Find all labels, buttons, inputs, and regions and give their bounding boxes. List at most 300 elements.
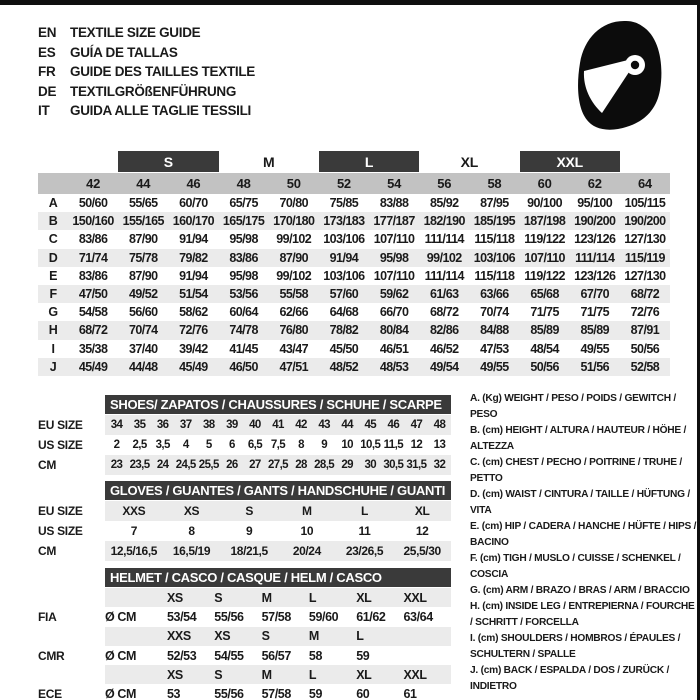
helmet-size-value: 59/60 <box>308 609 339 624</box>
size-value: 123/126 <box>574 268 616 283</box>
language-title-list <box>38 23 255 121</box>
label-spacer <box>38 568 105 587</box>
shoe-size-value: 30,5 <box>383 459 404 471</box>
size-value: 76/80 <box>279 323 308 338</box>
helmet-size-label: XXL <box>403 667 427 682</box>
racing-helmet-icon <box>572 19 666 133</box>
measurement-legend-item: I. (cm) SHOULDERS / HOMBROS / ÉPAULES / SCHULTERN / SPALLE <box>470 633 681 660</box>
size-value: 72/76 <box>179 323 208 338</box>
size-value: 75/78 <box>128 250 158 265</box>
size-group-l: L <box>319 151 419 172</box>
size-value: 83/88 <box>379 196 409 211</box>
size-value: 84/88 <box>480 323 509 338</box>
size-value: 107/110 <box>373 232 415 247</box>
size-value: 99/102 <box>276 232 312 247</box>
size-value: 68/72 <box>429 305 459 320</box>
size-value: 185/195 <box>473 214 516 229</box>
size-value: 99/102 <box>276 268 312 283</box>
language-code: FR <box>38 64 56 80</box>
measurement-legend-item: G. (cm) ARM / BRAZO / BRAS / ARM / BRACCIO <box>470 585 690 596</box>
shoe-size-value: 48 <box>433 419 446 431</box>
helmet-size-value: 61/62 <box>356 609 386 624</box>
label-spacer <box>38 665 105 684</box>
row-letter: E <box>49 268 57 283</box>
glove-size-value: 16,5/19 <box>172 544 211 558</box>
glove-size-value: 9 <box>246 524 253 538</box>
size-value: 47/51 <box>279 359 308 374</box>
glove-size-value: S <box>245 504 253 518</box>
size-number: 44 <box>136 176 151 191</box>
size-value: 115/118 <box>474 232 515 247</box>
textile-row <box>38 340 670 358</box>
helmet-size-value: 59 <box>356 648 370 663</box>
size-value: 43/47 <box>279 341 308 356</box>
size-group-xxl: XXL <box>520 151 620 172</box>
size-value: 87/95 <box>480 196 509 211</box>
size-value: 63/66 <box>480 287 509 302</box>
helmet-value-row <box>38 684 451 700</box>
shoes-section-header: SHOES/ ZAPATOS / CHAUSSURES / SCHUHE / SCARPE <box>105 395 451 414</box>
size-value: 72/76 <box>630 305 660 320</box>
size-value: 46/50 <box>229 359 258 374</box>
size-value: 103/106 <box>473 250 516 265</box>
size-value: 70/74 <box>128 323 158 338</box>
size-value: 71/75 <box>580 305 609 320</box>
shoes-section <box>38 395 451 475</box>
shoe-size-value: 23 <box>110 459 123 471</box>
guide-title: TEXTILE SIZE GUIDE <box>70 25 201 41</box>
shoe-size-value: 32 <box>433 459 446 471</box>
helmet-standard-block <box>38 665 451 700</box>
size-value: 49/55 <box>480 359 509 374</box>
language-row <box>38 43 255 63</box>
size-value: 74/78 <box>229 323 258 338</box>
shoe-size-value: 7,5 <box>270 439 286 451</box>
measurement-legend-item: F. (cm) TIGH / MUSLO / CUISSE / SCHENKEL / COSCIA <box>470 553 681 580</box>
measurement-legend-item: J. (cm) BACK / ESPALDA / DOS / ZURÜCK / INDIETRO <box>470 665 670 692</box>
size-group-xl: XL <box>460 153 478 170</box>
shoe-size-value: 10,5 <box>360 439 381 451</box>
shoe-size-value: 13 <box>433 439 446 451</box>
size-value: 85/89 <box>530 323 559 338</box>
textile-row <box>38 194 670 212</box>
shoe-size-value: 4 <box>182 439 189 451</box>
size-number: 48 <box>236 176 251 191</box>
size-value: 115/119 <box>624 250 665 265</box>
size-value: 41/45 <box>229 341 258 356</box>
helmet-size-label: L <box>356 629 364 644</box>
helmet-size-label: M <box>261 667 272 682</box>
shoe-size-value: 28,5 <box>314 459 335 471</box>
shoe-size-value: 23,5 <box>129 459 150 471</box>
shoe-size-value: 34 <box>110 419 123 431</box>
empty-cell <box>105 588 167 607</box>
helmet-size-value: 60 <box>356 687 370 700</box>
shoes-row <box>38 415 451 435</box>
helmet-size-label: XXS <box>167 629 191 644</box>
size-value: 49/52 <box>128 287 158 302</box>
helmet-value-row <box>38 607 451 626</box>
size-value: 165/175 <box>222 214 265 229</box>
shoe-size-value: 3,5 <box>155 439 170 451</box>
helmet-size-label <box>403 627 450 646</box>
size-value: 49/55 <box>580 341 609 356</box>
size-value: 119/122 <box>524 232 565 247</box>
gloves-row <box>38 521 451 541</box>
textile-row <box>38 358 670 376</box>
helmet-size-value: 53/54 <box>167 609 197 624</box>
shoes-rows <box>38 415 451 475</box>
size-value: 70/74 <box>480 305 509 320</box>
size-number: 50 <box>286 176 301 191</box>
shoe-size-value: 2 <box>113 439 120 451</box>
helmet-size-value: 54/55 <box>214 648 244 663</box>
size-value: 60/70 <box>179 196 208 211</box>
size-value: 59/62 <box>379 287 409 302</box>
size-value: 111/114 <box>575 250 615 265</box>
size-value: 58/62 <box>179 305 208 320</box>
language-code: EN <box>38 25 57 41</box>
size-number: 46 <box>186 176 201 191</box>
textile-row <box>38 249 670 267</box>
size-value: 70/80 <box>279 196 308 211</box>
helmet-size-label: L <box>308 590 317 605</box>
size-value: 103/106 <box>323 232 365 247</box>
row-label: EU SIZE <box>38 418 83 432</box>
size-value: 51/56 <box>580 359 609 374</box>
shoe-size-value: 38 <box>203 419 215 431</box>
size-value: 95/98 <box>229 268 258 283</box>
size-value: 111/114 <box>424 232 464 247</box>
size-value: 150/160 <box>72 214 114 229</box>
measurement-legend-item: C. (cm) CHEST / PECHO / POITRINE / TRUHE / PETTO <box>470 457 682 484</box>
size-value: 37/40 <box>128 341 158 356</box>
measurement-legend-item: B. (cm) HEIGHT / ALTURA / HAUTEUR / HÖHE / ALTEZZA <box>470 425 687 452</box>
measurement-legend-item: H. (cm) INSIDE LEG / ENTREPIERNA / FOURCHE / SCHRITT / FORCELLA <box>470 601 695 628</box>
helmet-standards <box>38 588 451 700</box>
helmet-size-value: 59 <box>308 687 322 700</box>
helmet-size-label: XXL <box>403 590 427 605</box>
size-value: 48/54 <box>530 341 559 356</box>
shoe-size-value: 5 <box>205 439 212 451</box>
textile-row <box>38 285 670 303</box>
shoe-size-value: 36 <box>156 419 169 431</box>
label-spacer <box>38 627 105 646</box>
shoe-size-value: 40 <box>249 419 261 431</box>
row-letter: G <box>48 305 58 320</box>
helmet-size-value: 61 <box>403 687 417 700</box>
size-value: 78/82 <box>329 323 359 338</box>
size-value: 57/60 <box>329 287 359 302</box>
gloves-row <box>38 541 451 561</box>
empty-cell <box>105 627 167 646</box>
size-value: 55/65 <box>128 196 158 211</box>
gloves-row <box>38 501 451 521</box>
shoe-size-value: 42 <box>295 419 307 431</box>
size-value: 47/50 <box>78 287 108 302</box>
size-value: 187/198 <box>523 214 566 229</box>
size-value: 79/82 <box>179 250 208 265</box>
language-row <box>38 101 255 121</box>
guide-title: GUIDE DES TAILLES TEXTILE <box>70 64 256 80</box>
textile-size-table <box>38 151 670 376</box>
shoe-size-value: 35 <box>133 419 146 431</box>
helmet-standard-block <box>38 627 451 666</box>
helmet-size-value: 57/58 <box>261 687 291 700</box>
helmet-size-value: 55/56 <box>214 687 244 700</box>
size-number: 60 <box>537 176 552 191</box>
row-letter: A <box>48 196 58 211</box>
helmet-size-value <box>403 646 450 665</box>
row-letter: H <box>48 323 58 338</box>
size-value: 127/130 <box>624 232 666 247</box>
label-spacer <box>38 395 105 414</box>
size-value: 119/122 <box>524 268 565 283</box>
size-value: 44/48 <box>128 359 158 374</box>
standard-label: CMR <box>38 648 65 663</box>
size-value: 56/60 <box>128 305 158 320</box>
shoe-size-value: 27,5 <box>268 459 288 471</box>
empty-cell <box>105 665 167 684</box>
size-value: 49/54 <box>429 359 459 374</box>
shoe-size-value: 44 <box>341 419 353 431</box>
size-value: 107/110 <box>524 250 565 265</box>
shoe-size-value: 47 <box>410 419 423 431</box>
glove-size-value: M <box>302 504 312 518</box>
size-value: 99/102 <box>426 250 462 265</box>
shoe-size-value: 41 <box>272 419 284 431</box>
diameter-unit-label: Ø CM <box>105 687 137 700</box>
size-value: 190/200 <box>624 214 666 229</box>
size-value: 87/91 <box>630 323 660 338</box>
shoes-row <box>38 455 451 475</box>
size-value: 68/72 <box>78 323 108 338</box>
shoe-size-value: 46 <box>387 419 400 431</box>
language-code: DE <box>38 83 57 99</box>
size-value: 115/118 <box>474 268 515 283</box>
size-value: 46/51 <box>379 341 409 356</box>
size-value: 91/94 <box>329 250 359 265</box>
size-value: 45/49 <box>78 359 108 374</box>
textile-rows <box>38 194 670 376</box>
row-label: EU SIZE <box>38 504 83 518</box>
row-letter: C <box>48 232 58 247</box>
glove-size-value: 11 <box>358 524 371 538</box>
gloves-section-header: GLOVES / GUANTES / GANTS / HANDSCHUHE / GUANTI <box>105 481 451 500</box>
size-number: 56 <box>437 176 452 191</box>
size-value: 39/42 <box>179 341 208 356</box>
size-value: 75/85 <box>329 196 359 211</box>
textile-row <box>38 321 670 339</box>
size-group-s: S <box>118 151 218 172</box>
gloves-section <box>38 481 451 561</box>
helmet-size-label: XL <box>356 667 372 682</box>
size-group-m: M <box>262 153 275 170</box>
size-value: 66/70 <box>379 305 409 320</box>
size-value: 95/98 <box>229 232 258 247</box>
size-value: 177/187 <box>373 214 415 229</box>
helmet-value-row <box>38 646 451 665</box>
helmet-size-label: XL <box>356 590 372 605</box>
size-value: 52/58 <box>630 359 660 374</box>
guide-title: GUIDA ALLE TAGLIE TESSILI <box>70 103 251 119</box>
size-number: 54 <box>387 176 402 191</box>
helmet-section-header: HELMET / CASCO / CASQUE / HELM / CASCO <box>105 568 451 587</box>
size-value: 71/75 <box>530 305 559 320</box>
row-letter: I <box>51 341 55 356</box>
shoes-row <box>38 435 451 455</box>
textile-row <box>38 303 670 321</box>
size-value: 190/200 <box>574 214 616 229</box>
shoe-size-value: 12 <box>410 439 423 451</box>
shoe-size-value: 39 <box>226 419 238 431</box>
size-value: 83/86 <box>78 268 108 283</box>
size-value: 46/52 <box>429 341 459 356</box>
shoe-size-value: 31,5 <box>406 459 427 471</box>
size-value: 105/115 <box>624 196 666 211</box>
glove-size-value: XXS <box>122 504 146 518</box>
language-row <box>38 82 255 102</box>
size-number: 42 <box>86 176 101 191</box>
size-value: 51/54 <box>179 287 208 302</box>
measurement-legend-item: A. (Kg) WEIGHT / PESO / POIDS / GEWITCH / PESO <box>470 393 676 420</box>
helmet-size-label: XS <box>167 667 183 682</box>
size-value: 182/190 <box>423 214 465 229</box>
row-label: US SIZE <box>38 438 83 452</box>
glove-size-value: 12 <box>415 524 429 538</box>
size-value: 155/165 <box>122 214 164 229</box>
shoe-size-value: 28 <box>295 459 307 471</box>
helmet-standard-block <box>38 588 451 627</box>
helmet-size-value: 57/58 <box>261 609 291 624</box>
glove-size-value: 7 <box>130 524 137 538</box>
size-value: 50/56 <box>630 341 660 356</box>
size-value: 68/72 <box>630 287 660 302</box>
glove-size-value: 8 <box>188 524 195 538</box>
helmet-size-label: L <box>308 667 317 682</box>
size-value: 50/56 <box>530 359 559 374</box>
language-code: ES <box>38 44 56 60</box>
size-value: 95/100 <box>577 196 613 211</box>
shoe-size-value: 26 <box>226 459 238 471</box>
guide-title: TEXTILGRÖßENFÜHRUNG <box>70 83 237 99</box>
helmet-size-label: XS <box>214 629 231 644</box>
size-value: 48/52 <box>329 359 359 374</box>
diameter-unit-label: Ø CM <box>105 609 137 624</box>
size-value: 47/53 <box>480 341 509 356</box>
size-value: 173/183 <box>323 214 365 229</box>
shoe-size-value: 6 <box>228 439 235 451</box>
size-number: 52 <box>336 176 351 191</box>
size-value: 64/68 <box>329 305 359 320</box>
helmet-size-label: S <box>214 667 223 682</box>
helmet-size-row <box>38 627 451 646</box>
size-value: 48/53 <box>379 359 409 374</box>
size-value: 123/126 <box>574 232 616 247</box>
size-value: 160/170 <box>172 214 215 229</box>
shoe-size-value: 29 <box>341 459 353 471</box>
size-value: 82/86 <box>429 323 459 338</box>
row-label: CM <box>38 544 57 558</box>
label-spacer <box>38 588 105 607</box>
textile-row <box>38 212 670 230</box>
corner-cell <box>38 173 68 194</box>
size-value: 111/114 <box>424 268 464 283</box>
size-value: 91/94 <box>179 268 208 283</box>
measurement-legend-item: E. (cm) HIP / CADERA / HANCHE / HÜFTE / HIPS / BACINO <box>470 521 697 548</box>
size-value: 54/58 <box>78 305 108 320</box>
size-value: 83/86 <box>78 232 108 247</box>
shoe-size-value: 30 <box>364 459 377 471</box>
helmet-size-label: M <box>308 629 319 644</box>
size-value: 83/86 <box>229 250 258 265</box>
standard-label: FIA <box>38 609 57 624</box>
standard-label: ECE <box>38 687 62 700</box>
helmet-size-label: S <box>261 629 270 644</box>
size-value: 87/90 <box>279 250 308 265</box>
size-number: 58 <box>487 176 502 191</box>
size-number: 64 <box>637 176 652 191</box>
row-letter: D <box>48 250 58 265</box>
helmet-section <box>38 568 451 700</box>
size-value: 45/49 <box>179 359 208 374</box>
diameter-unit-label: Ø CM <box>105 648 137 663</box>
size-value: 60/64 <box>229 305 258 320</box>
shoe-size-value: 24,5 <box>175 459 196 471</box>
shoe-size-value: 45 <box>364 419 377 431</box>
size-value: 170/180 <box>273 214 315 229</box>
helmet-size-value: 52/53 <box>167 648 197 663</box>
size-value: 35/38 <box>78 341 108 356</box>
glove-size-value: 18/21,5 <box>230 544 268 558</box>
helmet-size-value: 58 <box>308 648 322 663</box>
size-value: 85/89 <box>580 323 609 338</box>
helmet-size-row <box>38 588 451 607</box>
shoe-size-value: 37 <box>179 419 192 431</box>
size-number: 62 <box>587 176 602 191</box>
glove-size-value: 12,5/16,5 <box>110 544 158 558</box>
size-value: 80/84 <box>379 323 409 338</box>
label-spacer <box>38 481 105 500</box>
size-value: 50/60 <box>78 196 108 211</box>
row-letter: F <box>49 287 57 302</box>
helmet-size-label: M <box>261 590 272 605</box>
size-value: 103/106 <box>323 268 365 283</box>
size-value: 87/90 <box>128 268 158 283</box>
size-value: 127/130 <box>624 268 666 283</box>
glove-size-value: XS <box>183 504 200 518</box>
gloves-rows <box>38 501 451 561</box>
measurement-legend-item: D. (cm) WAIST / CINTURA / TAILLE / HÜFTUNG / VITA <box>470 489 690 516</box>
glove-size-value: 25,5/30 <box>403 544 441 558</box>
language-row <box>38 62 255 82</box>
shoe-size-value: 43 <box>318 419 330 431</box>
shoe-size-value: 10 <box>341 439 353 451</box>
glove-size-value: XL <box>414 504 430 518</box>
size-value: 53/56 <box>229 287 258 302</box>
helmet-size-value: 53 <box>167 687 181 700</box>
helmet-size-value: 63/64 <box>403 609 433 624</box>
textile-row <box>38 230 670 248</box>
row-letter: B <box>48 214 58 229</box>
size-value: 90/100 <box>527 196 563 211</box>
helmet-size-row <box>38 665 451 684</box>
row-label: US SIZE <box>38 524 83 538</box>
glove-size-value: 23/26,5 <box>345 544 384 558</box>
helmet-size-value: 56/57 <box>261 648 291 663</box>
shoe-size-value: 6,5 <box>247 439 263 451</box>
language-code: IT <box>38 103 50 119</box>
